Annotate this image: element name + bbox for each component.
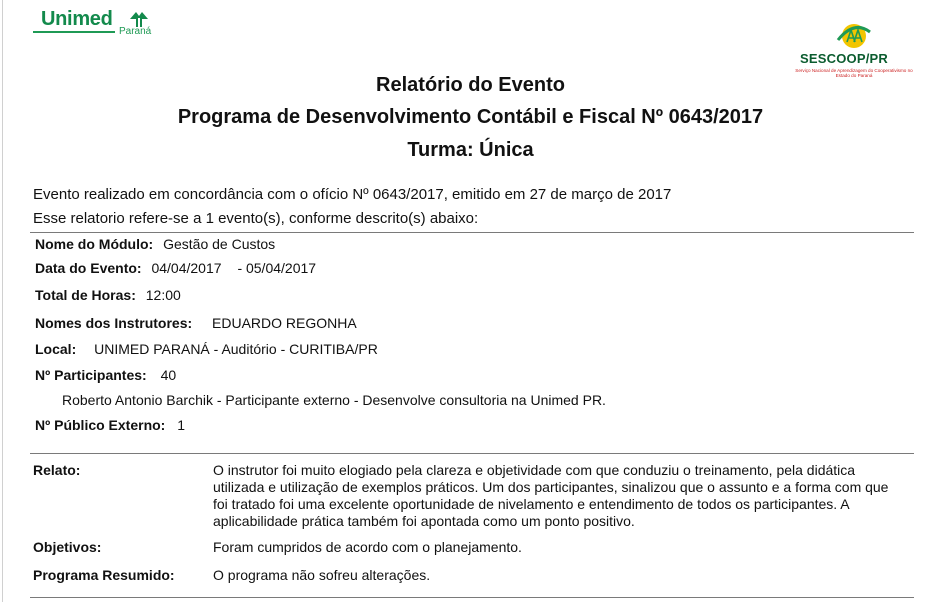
- event-date-label: Data do Evento:: [35, 260, 142, 276]
- program-title: Programa de Desenvolvimento Contábil e Fiscal Nº 0643/2017: [177, 106, 764, 128]
- external-public-value: 1: [177, 417, 186, 433]
- sescoop-logo-name: SESCOOP/PR: [800, 51, 888, 66]
- report-title: Relatório do Evento: [376, 74, 565, 96]
- event-date-start: 04/04/2017: [151, 260, 222, 276]
- external-public-field: [35, 417, 185, 433]
- participants-value: 40: [160, 367, 177, 383]
- relato-text: O instrutor foi muito elogiado pela clareza e objetividade com que conduziu o treinamento, pela didática utilizada e utilização de exemplos práticos. Um dos participantes, sinalizou que o assunto e a forma com que foi tratado foi uma excelente oportunidade de nivelamento e entendimento de todos os participantes. A aplicabilidade prática também foi apontada como um ponto positivo.: [213, 462, 889, 529]
- instructors-field: [35, 315, 357, 331]
- instructors-label: Nomes dos Instrutores:: [35, 315, 193, 331]
- sescoop-emblem-icon: [834, 18, 874, 54]
- participant-note: Roberto Antonio Barchik - Participante externo - Desenvolve consultoria na Unimed PR.: [62, 392, 606, 408]
- programa-resumido-label: Programa Resumido:: [33, 567, 175, 583]
- sescoop-logo: [790, 18, 918, 80]
- sescoop-logo-tagline: Serviço Nacional de Aprendizagem do Cooperativismo no Estado do Paraná: [795, 68, 913, 79]
- intro-line-event-count: Esse relatorio refere-se a 1 evento(s), conforme descrito(s) abaixo:: [33, 210, 479, 227]
- total-hours-value: 12:00: [145, 287, 181, 303]
- section-divider: [30, 453, 914, 454]
- unimed-logo-bar: [33, 31, 115, 33]
- section-divider: [30, 232, 914, 233]
- event-date-field: [35, 260, 316, 276]
- unimed-logo: [33, 6, 153, 42]
- unimed-logo-name: Unimed: [41, 8, 113, 30]
- objetivos-text: Foram cumpridos de acordo com o planejamento.: [213, 539, 522, 555]
- total-hours-label: Total de Horas:: [35, 287, 136, 303]
- section-divider: [30, 597, 914, 598]
- unimed-logo-region: Paraná: [119, 26, 152, 37]
- class-title: Turma: Única: [407, 139, 534, 161]
- event-date-end: - 05/04/2017: [237, 260, 317, 276]
- intro-line-official-letter: Evento realizado em concordância com o ofício Nº 0643/2017, emitido em 27 de março de 2017: [33, 186, 672, 203]
- module-field: [35, 236, 275, 252]
- module-value: Gestão de Custos: [163, 236, 276, 252]
- instructors-value: EDUARDO REGONHA: [212, 315, 357, 331]
- location-field: [35, 341, 378, 357]
- module-label: Nome do Módulo:: [35, 236, 154, 252]
- location-label: Local:: [35, 341, 77, 357]
- relato-label: Relato:: [33, 462, 81, 478]
- total-hours-field: [35, 287, 181, 303]
- location-value: UNIMED PARANÁ - Auditório - CURITIBA/PR: [94, 341, 378, 357]
- programa-resumido-text: O programa não sofreu alterações.: [213, 567, 431, 583]
- external-public-label: Nº Público Externo:: [35, 417, 166, 433]
- participants-label: Nº Participantes:: [35, 367, 147, 383]
- participants-field: [35, 367, 176, 383]
- objetivos-label: Objetivos:: [33, 539, 102, 555]
